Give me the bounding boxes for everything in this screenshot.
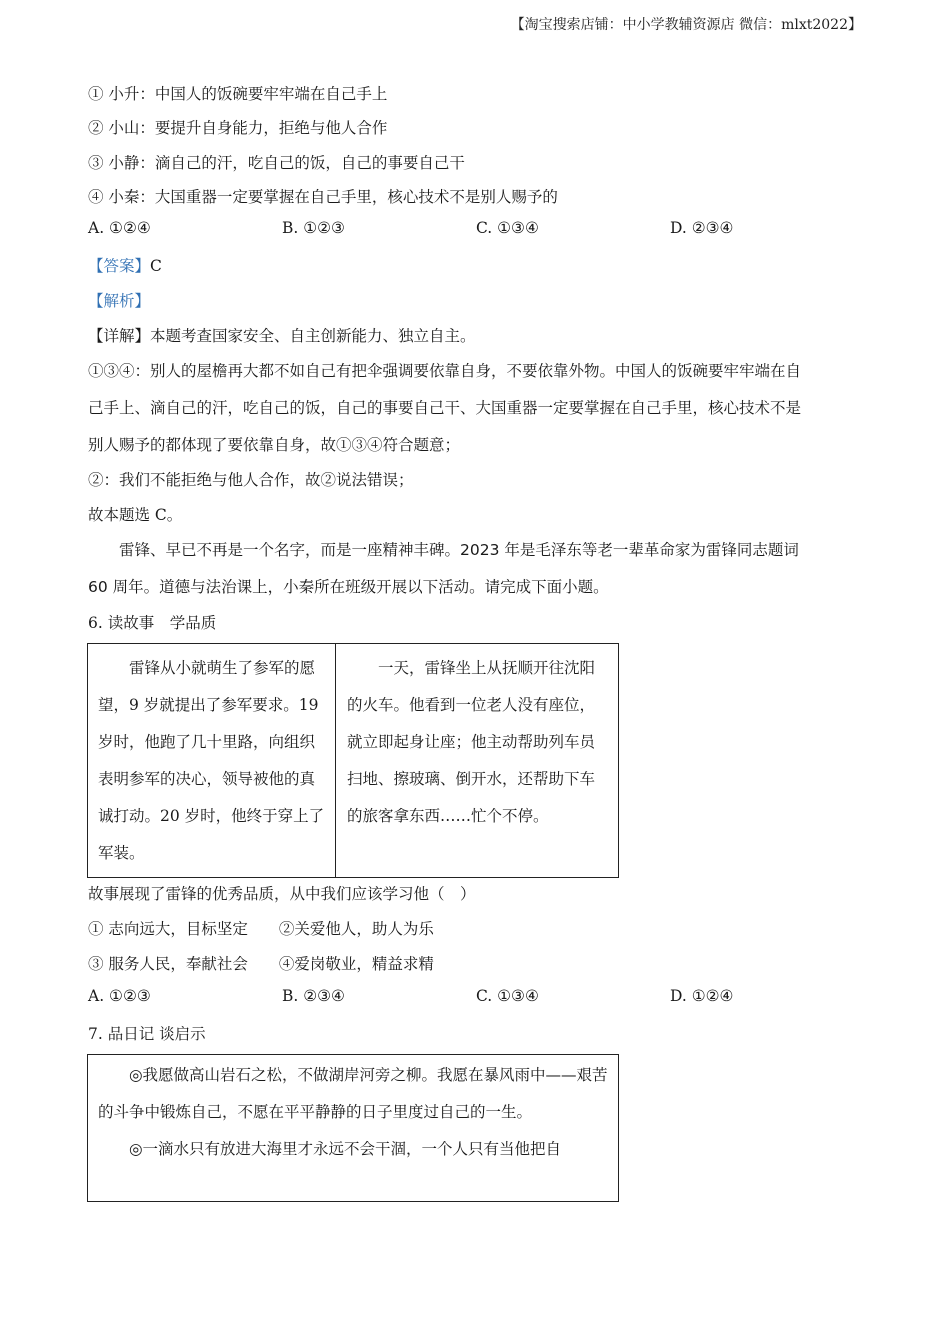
- diary-entry-1: ◎我愿做高山岩石之松，不做湖岸河旁之柳。我愿在暴风雨中——艰苦的斗争中锻炼自己，不愿在平平静静的日子里度过自己的一生。: [98, 1066, 608, 1121]
- choice-b: B. ①②③: [282, 219, 345, 237]
- watermark-header: 【淘宝搜索店铺：中小学教辅资源店 微信：mlxt2022】: [510, 17, 862, 33]
- q5-choices: [88, 219, 868, 241]
- statement-3: ③ 小静：滴自己的汗，吃自己的饭，自己的事要自己干: [88, 154, 465, 172]
- analysis-tag: 【解析】: [88, 292, 151, 310]
- detail-text: 本题考查国家安全、自主创新能力、独立自主。: [150, 327, 476, 345]
- statement-1: ① 小升：中国人的饭碗要牢牢端在自己手上: [88, 85, 388, 103]
- q6-options-2: ③ 服务人民，奉献社会 ④爱岗敬业，精益求精: [88, 955, 434, 973]
- statement-4: ④ 小秦：大国重器一定要掌握在自己手里，核心技术不是别人赐予的: [88, 188, 558, 206]
- intro-line-2: 60 周年。道德与法治课上，小秦所在班级开展以下活动。请完成下面小题。: [88, 578, 609, 596]
- explain-line-1: ①③④：别人的屋檐再大都不如自己有把伞强调要依靠自身，不要依靠外物。中国人的饭碗要牢牢端在自: [88, 362, 802, 380]
- story-table: [87, 643, 619, 878]
- choice-a: A. ①②③: [88, 987, 151, 1005]
- q6-choices: [88, 987, 868, 1009]
- detail-tag: 【详解】: [88, 327, 151, 345]
- answer-line: [88, 254, 162, 276]
- explain-line-5: 故本题选 C。: [88, 506, 183, 524]
- choice-c: C. ①③④: [476, 219, 539, 237]
- choice-d: D. ②③④: [670, 219, 734, 237]
- choice-d: D. ①②④: [670, 987, 734, 1005]
- table-divider: [335, 644, 336, 877]
- diary-entry-2: ◎一滴水只有放进大海里才永远不会干涸，一个人只有当他把自: [129, 1140, 562, 1158]
- q7-title: 7. 品日记 谈启示: [88, 1025, 206, 1043]
- q6-options-1: ① 志向远大，目标坚定 ②关爱他人，助人为乐: [88, 920, 434, 938]
- choice-b: B. ②③④: [282, 987, 345, 1005]
- answer-tag: 【答案】: [88, 257, 151, 275]
- explain-line-3: 别人赐予的都体现了要依靠自身，故①③④符合题意；: [88, 436, 461, 454]
- choice-a: A. ①②④: [88, 219, 151, 237]
- statement-2: ② 小山：要提升自身能力，拒绝与他人合作: [88, 119, 388, 137]
- story-right: 一天，雷锋坐上从抚顺开往沈阳的火车。他看到一位老人没有座位，就立即起身让座；他主动帮助列车员扫地、擦玻璃、倒开水，还帮助下车的旅客拿东西……忙个不停。: [347, 659, 596, 825]
- explain-line-2: 己手上、滴自己的汗，吃自己的饭，自己的事要自己干、大国重器一定要掌握在自己手里，核心技术不是: [88, 399, 802, 417]
- story-left: 雷锋从小就萌生了参军的愿望，9 岁就提出了参军要求。19 岁时，他跑了几十里路，向组织表明参军的决心，领导被他的真诚打动。20 岁时，他终于穿上了军装。: [98, 659, 325, 862]
- q6-stem: 故事展现了雷锋的优秀品质，从中我们应该学习他（ ）: [88, 885, 476, 903]
- diary-text: [88, 1055, 618, 1168]
- answer-value: C: [150, 257, 162, 275]
- diary-box: [87, 1054, 619, 1202]
- detail-line: [88, 324, 476, 346]
- intro-line-1: 雷锋、早已不再是一个名字，而是一座精神丰碑。2023 年是毛泽东等老一辈革命家为雷锋同志题词: [119, 541, 799, 559]
- choice-c: C. ①③④: [476, 987, 539, 1005]
- explain-line-4: ②：我们不能拒绝与他人合作，故②说法错误；: [88, 471, 414, 489]
- q6-title: 6. 读故事 学品质: [88, 614, 217, 632]
